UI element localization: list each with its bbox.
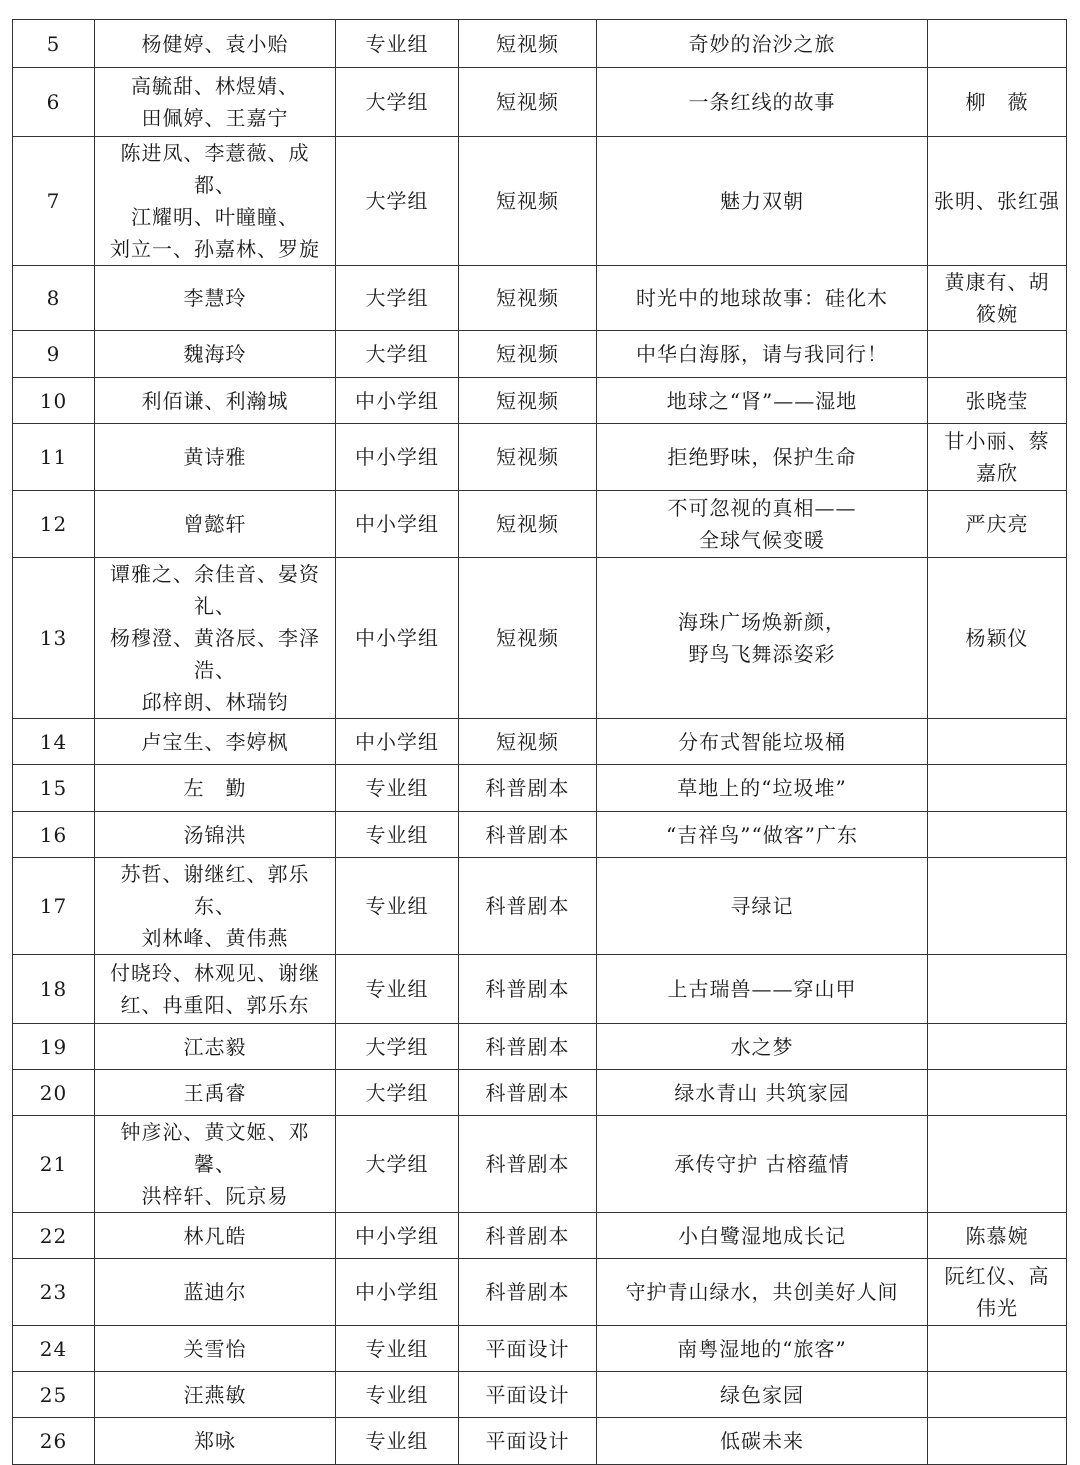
number-cell: 10 bbox=[13, 378, 95, 424]
category-cell: 短视频 bbox=[459, 491, 597, 558]
table-row bbox=[13, 858, 1067, 955]
advisor-cell bbox=[928, 812, 1067, 858]
category-cell: 短视频 bbox=[459, 331, 597, 378]
title-cell bbox=[597, 20, 928, 68]
authors-line: 林凡皓 bbox=[183, 1223, 247, 1248]
authors-cell bbox=[95, 1024, 336, 1070]
group-cell: 大学组 bbox=[336, 1024, 459, 1070]
group-cell: 中小学组 bbox=[336, 491, 459, 558]
title-line: 上古瑞兽——穿山甲 bbox=[667, 977, 857, 1001]
number-cell: 24 bbox=[13, 1326, 95, 1372]
table-row bbox=[13, 765, 1067, 812]
advisor-cell bbox=[928, 1418, 1067, 1465]
advisor-cell bbox=[928, 424, 1067, 491]
advisor-cell bbox=[928, 20, 1067, 68]
group-cell: 中小学组 bbox=[336, 1213, 459, 1259]
title-cell bbox=[597, 812, 928, 858]
table-row bbox=[13, 331, 1067, 378]
authors-cell bbox=[95, 719, 336, 765]
authors-cell bbox=[95, 1418, 336, 1465]
title-line: 地球之“肾”——湿地 bbox=[666, 388, 858, 413]
title-cell bbox=[597, 68, 928, 137]
number-cell: 26 bbox=[13, 1418, 95, 1465]
number-cell: 16 bbox=[13, 812, 95, 858]
advisor-line: 嘉欣 bbox=[976, 461, 1018, 485]
group-cell: 大学组 bbox=[336, 68, 459, 137]
group-cell: 大学组 bbox=[336, 331, 459, 378]
advisor-cell bbox=[928, 558, 1067, 719]
number-cell: 14 bbox=[13, 719, 95, 765]
authors-cell bbox=[95, 424, 336, 491]
advisor-cell bbox=[928, 137, 1067, 266]
number-cell: 17 bbox=[13, 858, 95, 955]
number-cell: 9 bbox=[13, 331, 95, 378]
title-cell bbox=[597, 858, 928, 955]
table-row bbox=[13, 1116, 1067, 1213]
category-cell: 短视频 bbox=[459, 424, 597, 491]
category-cell: 科普剧本 bbox=[459, 1116, 597, 1213]
advisor-line: 伟光 bbox=[976, 1296, 1018, 1320]
authors-line: 利佰谦、利瀚城 bbox=[141, 388, 289, 413]
authors-line: 左 勤 bbox=[183, 776, 247, 800]
authors-cell bbox=[95, 955, 336, 1024]
advisor-cell bbox=[928, 331, 1067, 378]
authors-line: 蓝迪尔 bbox=[183, 1280, 247, 1304]
authors-line: 汤锦洪 bbox=[183, 822, 247, 847]
authors-line: 苏哲、谢继红、郭乐东、 bbox=[120, 862, 310, 918]
title-cell bbox=[597, 719, 928, 765]
number-cell: 15 bbox=[13, 765, 95, 812]
authors-cell bbox=[95, 812, 336, 858]
authors-line: 高毓甜、林煜婧、 bbox=[131, 74, 299, 98]
advisor-cell bbox=[928, 1259, 1067, 1326]
title-line: 中华白海豚，请与我同行！ bbox=[636, 342, 888, 366]
advisor-cell bbox=[928, 491, 1067, 558]
group-cell: 专业组 bbox=[336, 1418, 459, 1465]
table-body bbox=[13, 20, 1067, 1465]
advisor-cell bbox=[928, 858, 1067, 955]
authors-line: 钟彦沁、黄文姬、邓馨、 bbox=[120, 1120, 310, 1176]
authors-cell bbox=[95, 331, 336, 378]
table-row bbox=[13, 1259, 1067, 1326]
category-cell: 短视频 bbox=[459, 719, 597, 765]
advisor-line: 筱婉 bbox=[976, 302, 1018, 326]
advisor-line: 张晓莹 bbox=[965, 388, 1029, 413]
advisor-cell bbox=[928, 1116, 1067, 1213]
title-cell bbox=[597, 378, 928, 424]
advisor-line: 杨颖仪 bbox=[965, 626, 1029, 650]
number-cell: 7 bbox=[13, 137, 95, 266]
number-cell: 20 bbox=[13, 1070, 95, 1116]
authors-cell bbox=[95, 558, 336, 719]
number-cell: 19 bbox=[13, 1024, 95, 1070]
advisor-cell bbox=[928, 378, 1067, 424]
authors-cell bbox=[95, 1213, 336, 1259]
title-cell bbox=[597, 424, 928, 491]
title-line: “吉祥鸟”“做客”广东 bbox=[666, 822, 858, 847]
authors-cell bbox=[95, 1372, 336, 1418]
title-line: 全球气候变暖 bbox=[699, 528, 825, 552]
title-line: 不可忽视的真相—— bbox=[667, 496, 857, 520]
number-cell: 13 bbox=[13, 558, 95, 719]
group-cell: 大学组 bbox=[336, 1070, 459, 1116]
title-line: 野鸟飞舞添姿彩 bbox=[688, 642, 836, 666]
number-cell: 23 bbox=[13, 1259, 95, 1326]
category-cell: 科普剧本 bbox=[459, 1213, 597, 1259]
number-cell: 25 bbox=[13, 1372, 95, 1418]
group-cell: 专业组 bbox=[336, 765, 459, 812]
group-cell: 中小学组 bbox=[336, 1259, 459, 1326]
advisor-cell bbox=[928, 68, 1067, 137]
table-row bbox=[13, 1372, 1067, 1418]
category-cell: 平面设计 bbox=[459, 1372, 597, 1418]
authors-line: 洪梓轩、阮京易 bbox=[141, 1184, 289, 1208]
advisor-line: 甘小丽、蔡 bbox=[944, 429, 1050, 453]
award-list-table bbox=[12, 19, 1067, 1465]
title-line: 守护青山绿水，共创美好人间 bbox=[625, 1280, 899, 1304]
title-line: 魅力双朝 bbox=[720, 189, 804, 213]
title-line: 海珠广场焕新颜， bbox=[678, 610, 846, 634]
group-cell: 大学组 bbox=[336, 266, 459, 331]
group-cell: 中小学组 bbox=[336, 424, 459, 491]
title-cell bbox=[597, 1070, 928, 1116]
table-row bbox=[13, 955, 1067, 1024]
authors-cell bbox=[95, 68, 336, 137]
group-cell: 专业组 bbox=[336, 1326, 459, 1372]
authors-line: 关雪怡 bbox=[183, 1336, 247, 1361]
advisor-cell bbox=[928, 1070, 1067, 1116]
group-cell: 专业组 bbox=[336, 20, 459, 68]
authors-line: 曾懿轩 bbox=[183, 512, 247, 536]
group-cell: 中小学组 bbox=[336, 558, 459, 719]
table-row bbox=[13, 812, 1067, 858]
table-row bbox=[13, 1024, 1067, 1070]
category-cell: 短视频 bbox=[459, 20, 597, 68]
table-row bbox=[13, 1418, 1067, 1465]
authors-cell bbox=[95, 266, 336, 331]
title-cell bbox=[597, 1116, 928, 1213]
category-cell: 科普剧本 bbox=[459, 765, 597, 812]
title-cell bbox=[597, 1418, 928, 1465]
advisor-line: 张明、张红强 bbox=[934, 189, 1060, 213]
title-line: 绿色家园 bbox=[720, 1382, 804, 1407]
table-row bbox=[13, 68, 1067, 137]
title-line: 低碳未来 bbox=[720, 1429, 804, 1453]
title-cell bbox=[597, 1024, 928, 1070]
authors-cell bbox=[95, 1116, 336, 1213]
table-row bbox=[13, 266, 1067, 331]
title-line: 承传守护 古榕蕴情 bbox=[674, 1152, 850, 1176]
authors-cell bbox=[95, 1070, 336, 1116]
title-line: 一条红线的故事 bbox=[688, 90, 836, 114]
title-line: 寻绿记 bbox=[730, 894, 794, 918]
title-line: 分布式智能垃圾桶 bbox=[678, 729, 846, 754]
table-row bbox=[13, 1070, 1067, 1116]
group-cell: 中小学组 bbox=[336, 719, 459, 765]
authors-line: 汪燕敏 bbox=[183, 1382, 247, 1407]
group-cell: 专业组 bbox=[336, 858, 459, 955]
group-cell: 大学组 bbox=[336, 137, 459, 266]
advisor-line: 严庆亮 bbox=[965, 512, 1029, 536]
category-cell: 短视频 bbox=[459, 558, 597, 719]
title-cell bbox=[597, 1372, 928, 1418]
group-cell: 专业组 bbox=[336, 812, 459, 858]
title-line: 时光中的地球故事：硅化木 bbox=[636, 286, 888, 310]
category-cell: 科普剧本 bbox=[459, 1070, 597, 1116]
advisor-line: 阮红仪、高 bbox=[944, 1264, 1050, 1288]
title-line: 绿水青山 共筑家园 bbox=[674, 1080, 850, 1105]
title-cell bbox=[597, 1213, 928, 1259]
table-row bbox=[13, 491, 1067, 558]
group-cell: 大学组 bbox=[336, 1116, 459, 1213]
authors-line: 邱梓朗、林瑞钧 bbox=[141, 690, 289, 714]
title-line: 小白鹭湿地成长记 bbox=[678, 1223, 846, 1248]
table-row bbox=[13, 1213, 1067, 1259]
category-cell: 短视频 bbox=[459, 137, 597, 266]
advisor-line: 陈慕婉 bbox=[965, 1223, 1029, 1248]
authors-line: 刘立一、孙嘉林、罗旋 bbox=[110, 237, 320, 261]
table-row bbox=[13, 378, 1067, 424]
title-cell bbox=[597, 331, 928, 378]
title-cell bbox=[597, 955, 928, 1024]
title-line: 南粤湿地的“旅客” bbox=[677, 1336, 847, 1361]
category-cell: 科普剧本 bbox=[459, 858, 597, 955]
table-row bbox=[13, 137, 1067, 266]
authors-line: 魏海玲 bbox=[183, 342, 247, 366]
advisor-cell bbox=[928, 1213, 1067, 1259]
authors-cell bbox=[95, 491, 336, 558]
authors-cell bbox=[95, 137, 336, 266]
advisor-cell bbox=[928, 719, 1067, 765]
title-cell bbox=[597, 137, 928, 266]
advisor-line: 柳 薇 bbox=[965, 90, 1029, 114]
authors-line: 江耀明、叶瞳瞳、 bbox=[131, 205, 299, 229]
group-cell: 专业组 bbox=[336, 1372, 459, 1418]
category-cell: 短视频 bbox=[459, 378, 597, 424]
title-cell bbox=[597, 491, 928, 558]
authors-line: 杨穆澄、黄洛辰、李泽浩、 bbox=[110, 626, 320, 682]
authors-line: 谭雅之、余佳音、晏资礼、 bbox=[110, 562, 320, 618]
title-line: 奇妙的治沙之旅 bbox=[688, 31, 836, 56]
authors-line: 红、冉重阳、郭乐东 bbox=[120, 993, 310, 1017]
title-line: 水之梦 bbox=[730, 1034, 794, 1059]
category-cell: 科普剧本 bbox=[459, 1259, 597, 1326]
number-cell: 6 bbox=[13, 68, 95, 137]
category-cell: 科普剧本 bbox=[459, 1024, 597, 1070]
category-cell: 科普剧本 bbox=[459, 955, 597, 1024]
table-row bbox=[13, 558, 1067, 719]
number-cell: 8 bbox=[13, 266, 95, 331]
authors-cell bbox=[95, 378, 336, 424]
authors-line: 李慧玲 bbox=[183, 286, 247, 310]
title-line: 草地上的“垃圾堆” bbox=[677, 776, 847, 800]
authors-cell bbox=[95, 1259, 336, 1326]
group-cell: 专业组 bbox=[336, 955, 459, 1024]
category-cell: 短视频 bbox=[459, 68, 597, 137]
number-cell: 5 bbox=[13, 20, 95, 68]
authors-line: 田佩婷、王嘉宁 bbox=[141, 106, 289, 130]
authors-line: 郑咏 bbox=[194, 1429, 236, 1453]
title-cell bbox=[597, 266, 928, 331]
advisor-cell bbox=[928, 1024, 1067, 1070]
authors-line: 杨健婷、袁小贻 bbox=[141, 31, 289, 56]
title-cell bbox=[597, 1259, 928, 1326]
category-cell: 平面设计 bbox=[459, 1418, 597, 1465]
advisor-cell bbox=[928, 1372, 1067, 1418]
authors-cell bbox=[95, 765, 336, 812]
category-cell: 平面设计 bbox=[459, 1326, 597, 1372]
number-cell: 22 bbox=[13, 1213, 95, 1259]
advisor-cell bbox=[928, 765, 1067, 812]
number-cell: 18 bbox=[13, 955, 95, 1024]
authors-cell bbox=[95, 20, 336, 68]
authors-line: 江志毅 bbox=[183, 1034, 247, 1059]
authors-line: 陈进凤、李薏薇、成都、 bbox=[120, 141, 310, 197]
advisor-line: 黄康有、胡 bbox=[944, 270, 1050, 294]
advisor-cell bbox=[928, 955, 1067, 1024]
number-cell: 12 bbox=[13, 491, 95, 558]
title-line: 拒绝野味，保护生命 bbox=[667, 445, 857, 469]
table-row bbox=[13, 424, 1067, 491]
number-cell: 11 bbox=[13, 424, 95, 491]
category-cell: 短视频 bbox=[459, 266, 597, 331]
title-cell bbox=[597, 765, 928, 812]
group-cell: 中小学组 bbox=[336, 378, 459, 424]
advisor-cell bbox=[928, 266, 1067, 331]
authors-line: 刘林峰、黄伟燕 bbox=[141, 926, 289, 950]
authors-line: 卢宝生、李婷枫 bbox=[141, 729, 289, 754]
category-cell: 科普剧本 bbox=[459, 812, 597, 858]
authors-line: 付晓玲、林观见、谢继 bbox=[110, 961, 320, 985]
authors-line: 黄诗雅 bbox=[183, 445, 247, 469]
table-row bbox=[13, 20, 1067, 68]
table-row bbox=[13, 719, 1067, 765]
number-cell: 21 bbox=[13, 1116, 95, 1213]
authors-cell bbox=[95, 858, 336, 955]
title-cell bbox=[597, 558, 928, 719]
authors-line: 王禹睿 bbox=[183, 1080, 247, 1105]
